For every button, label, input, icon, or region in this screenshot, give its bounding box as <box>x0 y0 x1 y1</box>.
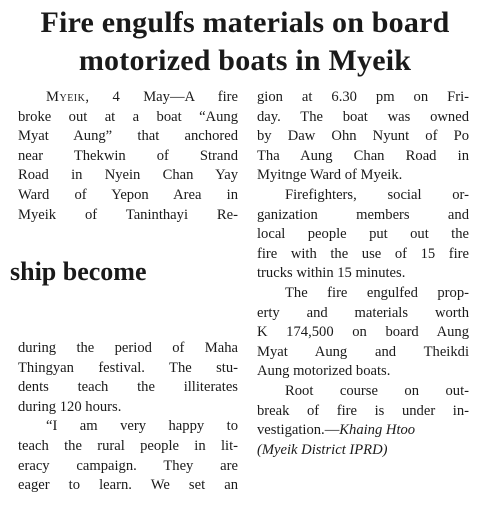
article-text-line: Aung motorized boats. <box>257 363 391 380</box>
spillover-text-line: eager to learn. We set an <box>18 477 238 494</box>
closing-text: vestigation.— <box>257 422 340 439</box>
spillover-text-line: Thingyan festival. The stu- <box>18 359 238 376</box>
article-text-line: Firefighters, social or- <box>285 186 469 203</box>
article-text-line: Myat Aung” that anchored <box>18 128 238 145</box>
spillover-text-line: teach the rural people in lit- <box>18 437 238 454</box>
article-text-line: near Thekwin of Strand <box>18 147 238 164</box>
byline-org: (Myeik District IPRD) <box>257 441 388 458</box>
article-text-line: Myat Aung and Theikdi <box>257 343 469 360</box>
article-left-column <box>18 88 238 225</box>
spillover-text-line: “I am very happy to <box>46 418 238 435</box>
article-text-line: gion at 6.30 pm on Fri- <box>257 89 469 105</box>
article-text-line: Tha Aung Chan Road in <box>257 147 469 164</box>
spillover-column <box>18 339 238 496</box>
spillover-text-line: dents teach the illiterates <box>18 379 238 396</box>
article-text-line: broke out at a boat “Aung <box>18 108 238 125</box>
article-text-line: break of fire is under in- <box>257 402 469 419</box>
spillover-text-line: during 120 hours. <box>18 398 122 415</box>
article-text-line <box>257 421 469 441</box>
article-text-line: fire with the use of 15 fire <box>257 245 469 262</box>
article-right-column <box>257 88 469 460</box>
article-text-line: Ward of Yepon Area in <box>18 186 238 203</box>
article-text-line: Myeik of Taninthayi Re- <box>18 206 238 223</box>
article-text-line: Road in Nyein Chan Yay <box>18 167 238 184</box>
article-text-line: day. The boat was owned <box>257 108 469 125</box>
article-text-line: Root course on out- <box>285 382 469 399</box>
headline-line-2: motorized boats in Myeik <box>78 44 412 77</box>
spillover-text-line: during the period of Maha <box>18 340 238 356</box>
article-text-line: erty and materials worth <box>257 304 469 321</box>
article-text-line: by Daw Ohn Nyunt of Po <box>257 128 469 145</box>
article-text-line: ganization members and <box>257 206 469 223</box>
dateline-place: Myeik <box>46 89 86 105</box>
article-text-line: trucks within 15 minutes. <box>257 265 406 282</box>
headline-line-1: Fire engulfs materials on board <box>40 6 450 39</box>
article-text-line: Myeik, 4 May—A fire <box>46 89 238 105</box>
article-text-line: local people put out the <box>257 226 469 243</box>
article-headline <box>0 4 490 80</box>
spillover-text-line: eracy campaign. They are <box>18 457 238 474</box>
article-text-line: Myitnge Ward of Myeik. <box>257 167 403 184</box>
article-text-line: K 174,500 on board Aung <box>257 324 469 341</box>
byline: Khaing Htoo <box>339 422 416 439</box>
article-text-line: The fire engulfed prop- <box>285 284 469 301</box>
spillover-heading: ship become <box>10 257 147 286</box>
